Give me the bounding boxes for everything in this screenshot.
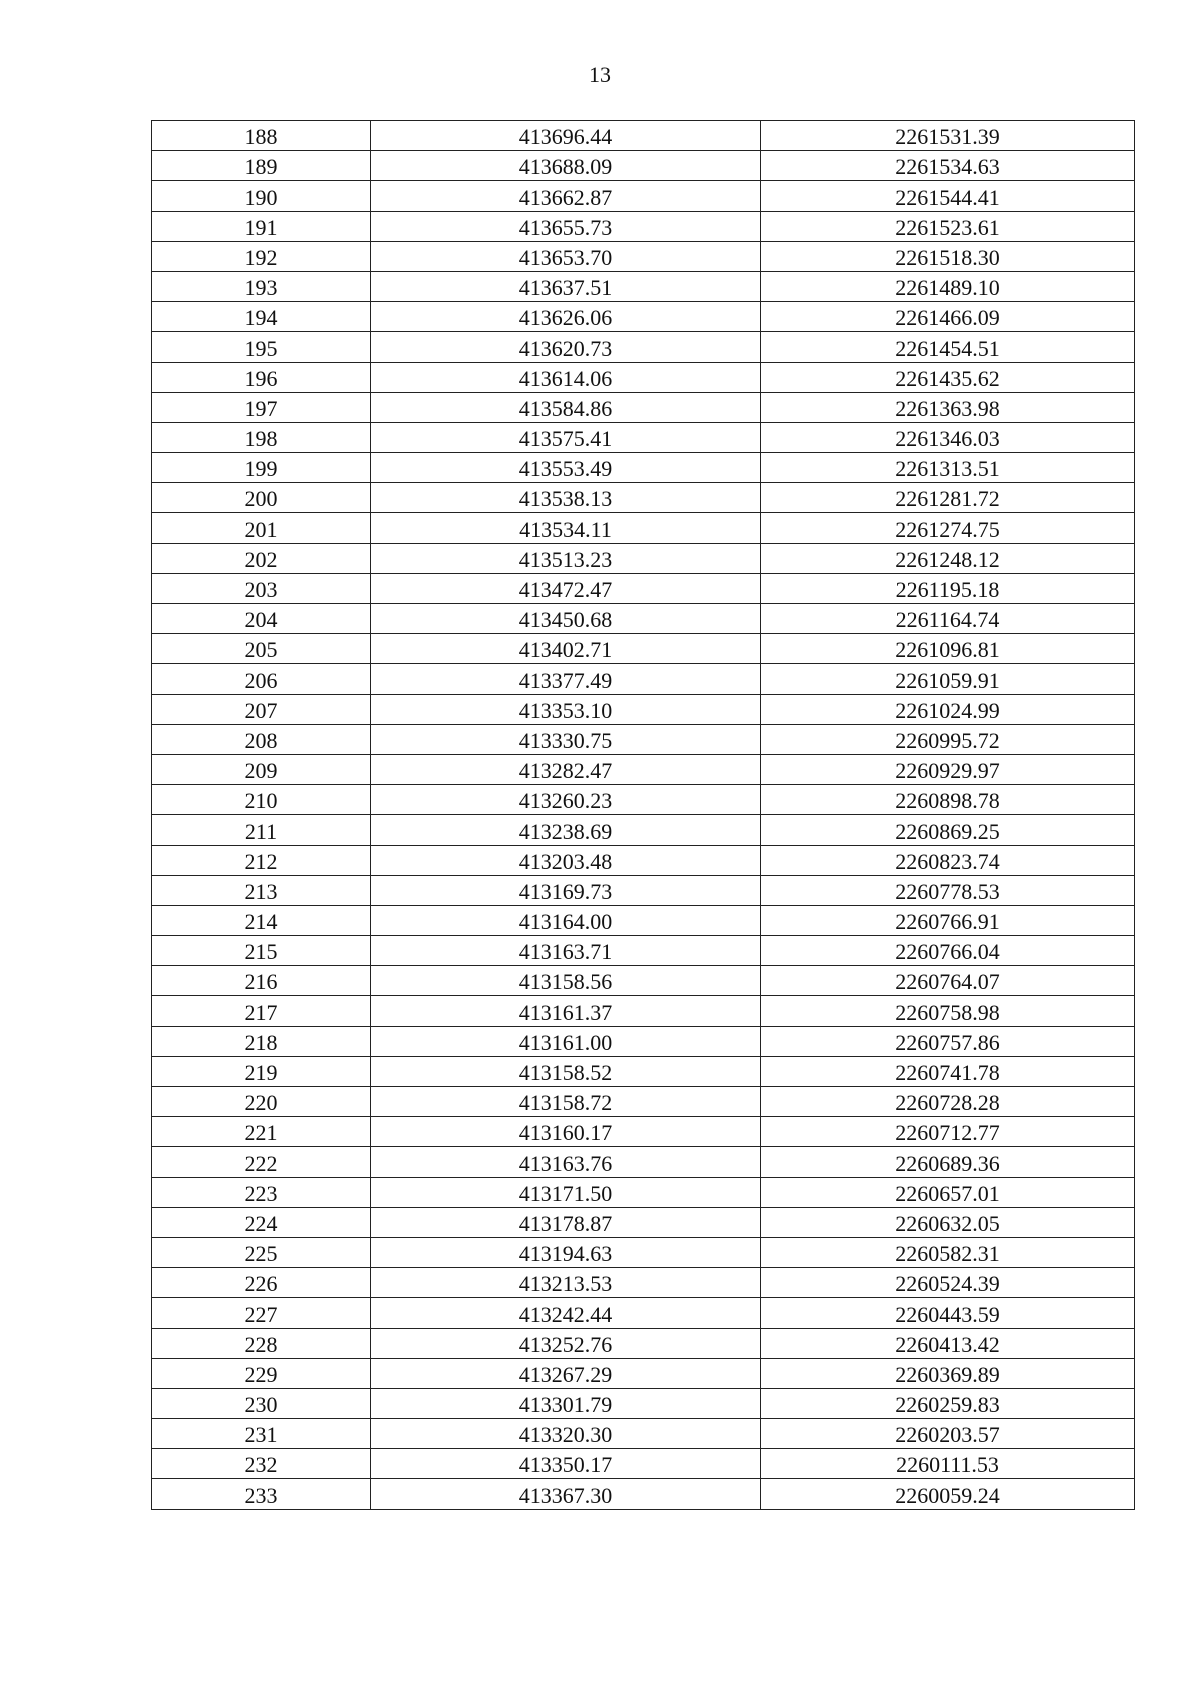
x-coordinate-cell: 413158.52 [371, 1056, 761, 1086]
table-row [152, 1207, 1135, 1237]
x-coordinate-cell: 413584.86 [371, 392, 761, 422]
point-number-cell: 226 [152, 1268, 371, 1298]
x-coordinate-cell: 413402.71 [371, 634, 761, 664]
point-number-cell: 190 [152, 181, 371, 211]
table-row [152, 754, 1135, 784]
table-row [152, 996, 1135, 1026]
table-row [152, 332, 1135, 362]
page-number: 13 [589, 62, 611, 87]
point-number-cell: 215 [152, 936, 371, 966]
y-coordinate-cell: 2260995.72 [761, 724, 1135, 754]
table-row [152, 1117, 1135, 1147]
x-coordinate-cell: 413450.68 [371, 604, 761, 634]
x-coordinate-cell: 413161.37 [371, 996, 761, 1026]
x-coordinate-cell: 413163.71 [371, 936, 761, 966]
table-row [152, 694, 1135, 724]
table-row [152, 543, 1135, 573]
table-row [152, 181, 1135, 211]
y-coordinate-cell: 2260764.07 [761, 966, 1135, 996]
x-coordinate-cell: 413260.23 [371, 785, 761, 815]
y-coordinate-cell: 2260203.57 [761, 1419, 1135, 1449]
table-row [152, 1268, 1135, 1298]
point-number-cell: 227 [152, 1298, 371, 1328]
point-number-cell: 218 [152, 1026, 371, 1056]
y-coordinate-cell: 2261096.81 [761, 634, 1135, 664]
point-number-cell: 199 [152, 453, 371, 483]
y-coordinate-cell: 2260869.25 [761, 815, 1135, 845]
table-row [152, 966, 1135, 996]
point-number-cell: 200 [152, 483, 371, 513]
table-row [152, 936, 1135, 966]
point-number-cell: 203 [152, 573, 371, 603]
x-coordinate-cell: 413330.75 [371, 724, 761, 754]
y-coordinate-cell: 2261164.74 [761, 604, 1135, 634]
y-coordinate-cell: 2261274.75 [761, 513, 1135, 543]
x-coordinate-cell: 413620.73 [371, 332, 761, 362]
y-coordinate-cell: 2260778.53 [761, 875, 1135, 905]
x-coordinate-cell: 413513.23 [371, 543, 761, 573]
y-coordinate-cell: 2260728.28 [761, 1087, 1135, 1117]
table-row [152, 453, 1135, 483]
point-number-cell: 188 [152, 121, 371, 151]
x-coordinate-cell: 413194.63 [371, 1237, 761, 1267]
point-number-cell: 208 [152, 724, 371, 754]
y-coordinate-cell: 2260712.77 [761, 1117, 1135, 1147]
table-row [152, 1026, 1135, 1056]
x-coordinate-cell: 413320.30 [371, 1419, 761, 1449]
x-coordinate-cell: 413353.10 [371, 694, 761, 724]
coordinates-table [151, 120, 1135, 1510]
point-number-cell: 216 [152, 966, 371, 996]
y-coordinate-cell: 2261281.72 [761, 483, 1135, 513]
table-row [152, 634, 1135, 664]
x-coordinate-cell: 413163.76 [371, 1147, 761, 1177]
point-number-cell: 189 [152, 151, 371, 181]
y-coordinate-cell: 2261534.63 [761, 151, 1135, 181]
x-coordinate-cell: 413637.51 [371, 271, 761, 301]
point-number-cell: 207 [152, 694, 371, 724]
table-row [152, 211, 1135, 241]
x-coordinate-cell: 413282.47 [371, 754, 761, 784]
x-coordinate-cell: 413161.00 [371, 1026, 761, 1056]
table-row [152, 1479, 1135, 1509]
table-row [152, 1328, 1135, 1358]
y-coordinate-cell: 2260758.98 [761, 996, 1135, 1026]
y-coordinate-cell: 2261518.30 [761, 241, 1135, 271]
table-row [152, 875, 1135, 905]
y-coordinate-cell: 2261195.18 [761, 573, 1135, 603]
point-number-cell: 198 [152, 422, 371, 452]
y-coordinate-cell: 2260766.04 [761, 936, 1135, 966]
table-row [152, 1087, 1135, 1117]
point-number-cell: 195 [152, 332, 371, 362]
x-coordinate-cell: 413472.47 [371, 573, 761, 603]
table-row [152, 573, 1135, 603]
y-coordinate-cell: 2260524.39 [761, 1268, 1135, 1298]
x-coordinate-cell: 413626.06 [371, 302, 761, 332]
x-coordinate-cell: 413377.49 [371, 664, 761, 694]
y-coordinate-cell: 2260929.97 [761, 754, 1135, 784]
table-row [152, 1449, 1135, 1479]
y-coordinate-cell: 2261466.09 [761, 302, 1135, 332]
table-row [152, 785, 1135, 815]
point-number-cell: 211 [152, 815, 371, 845]
y-coordinate-cell: 2261544.41 [761, 181, 1135, 211]
point-number-cell: 209 [152, 754, 371, 784]
table-row [152, 513, 1135, 543]
x-coordinate-cell: 413655.73 [371, 211, 761, 241]
x-coordinate-cell: 413553.49 [371, 453, 761, 483]
table-row [152, 151, 1135, 181]
x-coordinate-cell: 413662.87 [371, 181, 761, 211]
y-coordinate-cell: 2261435.62 [761, 362, 1135, 392]
y-coordinate-cell: 2260259.83 [761, 1388, 1135, 1418]
x-coordinate-cell: 413252.76 [371, 1328, 761, 1358]
y-coordinate-cell: 2260657.01 [761, 1177, 1135, 1207]
x-coordinate-cell: 413350.17 [371, 1449, 761, 1479]
point-number-cell: 221 [152, 1117, 371, 1147]
y-coordinate-cell: 2260111.53 [761, 1449, 1135, 1479]
x-coordinate-cell: 413171.50 [371, 1177, 761, 1207]
y-coordinate-cell: 2260766.91 [761, 905, 1135, 935]
table-row [152, 271, 1135, 301]
y-coordinate-cell: 2260443.59 [761, 1298, 1135, 1328]
table-row [152, 1388, 1135, 1418]
y-coordinate-cell: 2261489.10 [761, 271, 1135, 301]
table-row [152, 422, 1135, 452]
y-coordinate-cell: 2261313.51 [761, 453, 1135, 483]
point-number-cell: 205 [152, 634, 371, 664]
point-number-cell: 222 [152, 1147, 371, 1177]
point-number-cell: 219 [152, 1056, 371, 1086]
y-coordinate-cell: 2260823.74 [761, 845, 1135, 875]
point-number-cell: 223 [152, 1177, 371, 1207]
y-coordinate-cell: 2261059.91 [761, 664, 1135, 694]
y-coordinate-cell: 2261363.98 [761, 392, 1135, 422]
y-coordinate-cell: 2260369.89 [761, 1358, 1135, 1388]
table-row [152, 1419, 1135, 1449]
table-row [152, 815, 1135, 845]
point-number-cell: 212 [152, 845, 371, 875]
point-number-cell: 194 [152, 302, 371, 332]
table-row [152, 1056, 1135, 1086]
table-row [152, 302, 1135, 332]
x-coordinate-cell: 413242.44 [371, 1298, 761, 1328]
point-number-cell: 220 [152, 1087, 371, 1117]
point-number-cell: 201 [152, 513, 371, 543]
x-coordinate-cell: 413301.79 [371, 1388, 761, 1418]
table-row [152, 1298, 1135, 1328]
point-number-cell: 230 [152, 1388, 371, 1418]
x-coordinate-cell: 413158.56 [371, 966, 761, 996]
y-coordinate-cell: 2260689.36 [761, 1147, 1135, 1177]
y-coordinate-cell: 2260413.42 [761, 1328, 1135, 1358]
point-number-cell: 228 [152, 1328, 371, 1358]
point-number-cell: 233 [152, 1479, 371, 1509]
table-row [152, 664, 1135, 694]
coordinates-table-body [152, 121, 1135, 1510]
x-coordinate-cell: 413158.72 [371, 1087, 761, 1117]
x-coordinate-cell: 413164.00 [371, 905, 761, 935]
point-number-cell: 196 [152, 362, 371, 392]
point-number-cell: 197 [152, 392, 371, 422]
table-row [152, 724, 1135, 754]
x-coordinate-cell: 413367.30 [371, 1479, 761, 1509]
point-number-cell: 231 [152, 1419, 371, 1449]
x-coordinate-cell: 413575.41 [371, 422, 761, 452]
y-coordinate-cell: 2260632.05 [761, 1207, 1135, 1237]
x-coordinate-cell: 413696.44 [371, 121, 761, 151]
point-number-cell: 224 [152, 1207, 371, 1237]
table-row [152, 845, 1135, 875]
point-number-cell: 217 [152, 996, 371, 1026]
x-coordinate-cell: 413688.09 [371, 151, 761, 181]
table-row [152, 604, 1135, 634]
point-number-cell: 213 [152, 875, 371, 905]
point-number-cell: 206 [152, 664, 371, 694]
x-coordinate-cell: 413169.73 [371, 875, 761, 905]
y-coordinate-cell: 2260757.86 [761, 1026, 1135, 1056]
point-number-cell: 210 [152, 785, 371, 815]
point-number-cell: 191 [152, 211, 371, 241]
table-row [152, 1358, 1135, 1388]
x-coordinate-cell: 413534.11 [371, 513, 761, 543]
y-coordinate-cell: 2261531.39 [761, 121, 1135, 151]
y-coordinate-cell: 2261024.99 [761, 694, 1135, 724]
x-coordinate-cell: 413213.53 [371, 1268, 761, 1298]
y-coordinate-cell: 2260741.78 [761, 1056, 1135, 1086]
y-coordinate-cell: 2261523.61 [761, 211, 1135, 241]
y-coordinate-cell: 2261248.12 [761, 543, 1135, 573]
x-coordinate-cell: 413267.29 [371, 1358, 761, 1388]
table-row [152, 1177, 1135, 1207]
table-row [152, 121, 1135, 151]
point-number-cell: 192 [152, 241, 371, 271]
x-coordinate-cell: 413238.69 [371, 815, 761, 845]
point-number-cell: 214 [152, 905, 371, 935]
table-row [152, 1237, 1135, 1267]
table-row [152, 241, 1135, 271]
x-coordinate-cell: 413538.13 [371, 483, 761, 513]
x-coordinate-cell: 413653.70 [371, 241, 761, 271]
y-coordinate-cell: 2261454.51 [761, 332, 1135, 362]
y-coordinate-cell: 2260059.24 [761, 1479, 1135, 1509]
table-row [152, 1147, 1135, 1177]
y-coordinate-cell: 2260898.78 [761, 785, 1135, 815]
point-number-cell: 229 [152, 1358, 371, 1388]
table-row [152, 483, 1135, 513]
table-row [152, 392, 1135, 422]
x-coordinate-cell: 413614.06 [371, 362, 761, 392]
point-number-cell: 225 [152, 1237, 371, 1267]
point-number-cell: 232 [152, 1449, 371, 1479]
x-coordinate-cell: 413160.17 [371, 1117, 761, 1147]
table-row [152, 905, 1135, 935]
point-number-cell: 204 [152, 604, 371, 634]
x-coordinate-cell: 413178.87 [371, 1207, 761, 1237]
y-coordinate-cell: 2260582.31 [761, 1237, 1135, 1267]
y-coordinate-cell: 2261346.03 [761, 422, 1135, 452]
x-coordinate-cell: 413203.48 [371, 845, 761, 875]
table-row [152, 362, 1135, 392]
point-number-cell: 202 [152, 543, 371, 573]
point-number-cell: 193 [152, 271, 371, 301]
